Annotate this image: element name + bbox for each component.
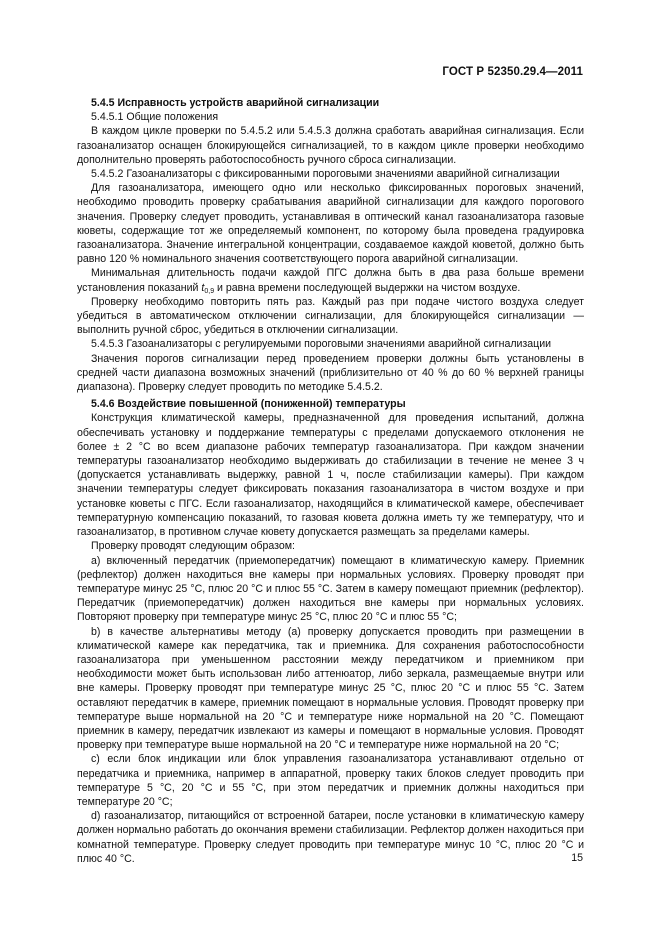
- section-heading-5-4-5: 5.4.5 Исправность устройств аварийной сигнализации: [91, 97, 380, 109]
- subsection-title-5-4-5-2: 5.4.5.2 Газоанализаторы с фиксированными пороговыми значениями аварийной сигнализации: [91, 168, 560, 181]
- paragraph-5-4-5-2-c: Проверку необходимо повторить пять раз. Каждый раз при подаче чистого воздуха следует убедиться в автоматическом отключении сигнализации, для блокирующейся сигнализации — выполнить ручной сброс, убедиться в отключении сигнализации.: [77, 295, 584, 337]
- document-number-header: ГОСТ Р 52350.29.4—2011: [442, 66, 583, 78]
- section-heading-5-4-6: 5.4.6 Воздействие повышенной (пониженной) температуры: [91, 398, 406, 411]
- subsection-title-5-4-5-1: 5.4.5.1 Общие положения: [91, 111, 219, 124]
- paragraph-5-4-6-b: Проверку проводят следующим образом:: [91, 540, 295, 553]
- paragraph-5-4-5-1: В каждом цикле проверки по 5.4.5.2 или 5.4.5.3 должна сработать аварийная сигнализация. Если газоанализатор оснащен блокирующейся сигнализацией, то в каждом цикле проверки необходимо дополнительно проверять работоспособность ручного сброса сигнализации.: [77, 125, 584, 166]
- symbol-t: t: [201, 281, 205, 294]
- paragraph-5-4-5-2-a: Для газоанализатора, имеющего одно или несколько фиксированных пороговых значений, необходимо проводить проверку срабатывания аварийной сигнализации для каждого порогового значения. Проверку следует проводить, устанавливая в оптический канал газоанализатора газовые кюветы, содержащие тот же определяемый компонент, по которому была проведена градуировка газоанализатора. Значение интегральной концентрации, создаваемое каждой кюветой, должно быть равно 120 % номинального значения соответствующего порога аварийной сигнализации.: [77, 182, 584, 266]
- paragraph-5-4-5-3: Значения порогов сигнализации перед проведением проверки должны быть установлены в средней части диапазона возможных значений (приблизительно от 40 % до 60 % верхней границы диапазона). Проверку следует проводить по методике 5.4.5.2.: [77, 352, 584, 394]
- list-item-d: d) газоанализатор, питающийся от встроенной батареи, после установки в климатическую камеру должен нормально работать до окончания времени стабилизации. Рефлектор должен находиться при комнатной температуре. Проверку следует проводить при температуре минус 10 °С, плюс 20 °С и плюс 40 °С.: [77, 810, 584, 865]
- text-part: и равна времени последующей выдержки на чистом воздухе.: [214, 281, 521, 294]
- subsection-title-5-4-5-3: 5.4.5.3 Газоанализаторы с регулируемыми пороговыми значениями аварийной сигнализации: [91, 338, 552, 351]
- page-number: 15: [571, 852, 583, 864]
- list-item-a: а) включенный передатчик (приемопередатчик) помещают в климатическую камеру. Приемник (рефлектор) должен находиться вне камеры при нормальных условиях. Проверку проводят при температуре минус 25 °С, плюс 20 °С и плюс 55 °С. Затем в камеру помещают приемник (рефлектор). Передатчик (приемопередатчик) должен находиться вне камеры при нормальных условиях. Повторяют проверку при температуре минус 25 °С, плюс 20 °С и плюс 55 °С;: [77, 554, 584, 624]
- paragraph-5-4-5-2-b: [77, 266, 584, 294]
- symbol-subscript: 0,9: [204, 287, 215, 295]
- text-part: Минимальная длительность подачи каждой ПГС должна быть в два раза больше времени установления показаний: [77, 267, 584, 294]
- list-item-b: b) в качестве альтернативы методу (а) проверку допускается проводить при размещении в климатической камере как передатчика, так и приемника. Для сохранения работоспособности газоанализатора при уменьшенном расстоянии между передатчиком и приемником при необходимости может быть использован либо аттенюатор, либо зеркала, размещаемые внутри или вне камеры. Проверку проводят при температуре минус 25 °С, плюс 20 °С и плюс 55 °С. Затем оставляют передатчик в камере, приемник помещают в нормальные условия. Проводят проверку при температуре выше нормальной на 20 °С и температуре ниже нормальной на 20 °С. Помещают приемник в камеру, передатчик извлекают из камеры и помещают в нормальные условия. Проводят проверку при температуре выше нормальной на 20 °С и температуре ниже нормальной на 20 °С;: [77, 625, 584, 752]
- paragraph-5-4-6-a: Конструкция климатической камеры, предназначенной для проведения испытаний, должна обеспечивать установку и поддержание температуры с пределами допускаемого отклонения не более ± 2 °С во всем диапазоне рабочих температур газоанализатора. При каждом значении температуры газоанализатор необходимо выдерживать до стабилизации в течение не менее 3 ч (допускается устанавливать выдержку, равной 1 ч, после стабилизации камеры). При каждом значении температуры следует фиксировать показания газоанализатора в чистом воздухе и при установке кюветы с ПГС. Если газоанализатор, находящийся в климатической камере, обеспечивает температурную компенсацию показаний, то газовая кювета должна иметь ту же температуру, что и газоанализатор, в противном случае кювету допускается размещать за пределами камеры.: [77, 412, 584, 539]
- document-body: [77, 96, 584, 866]
- list-item-c: с) если блок индикации или блок управления газоанализатора устанавливают отдельно от передатчика и приемника, например в аппаратной, проверку таких блоков следует проводить при температуре 5 °С, 20 °С и 55 °С, при этом передатчик и приемник должны находиться при температуре 20 °С;: [77, 753, 584, 808]
